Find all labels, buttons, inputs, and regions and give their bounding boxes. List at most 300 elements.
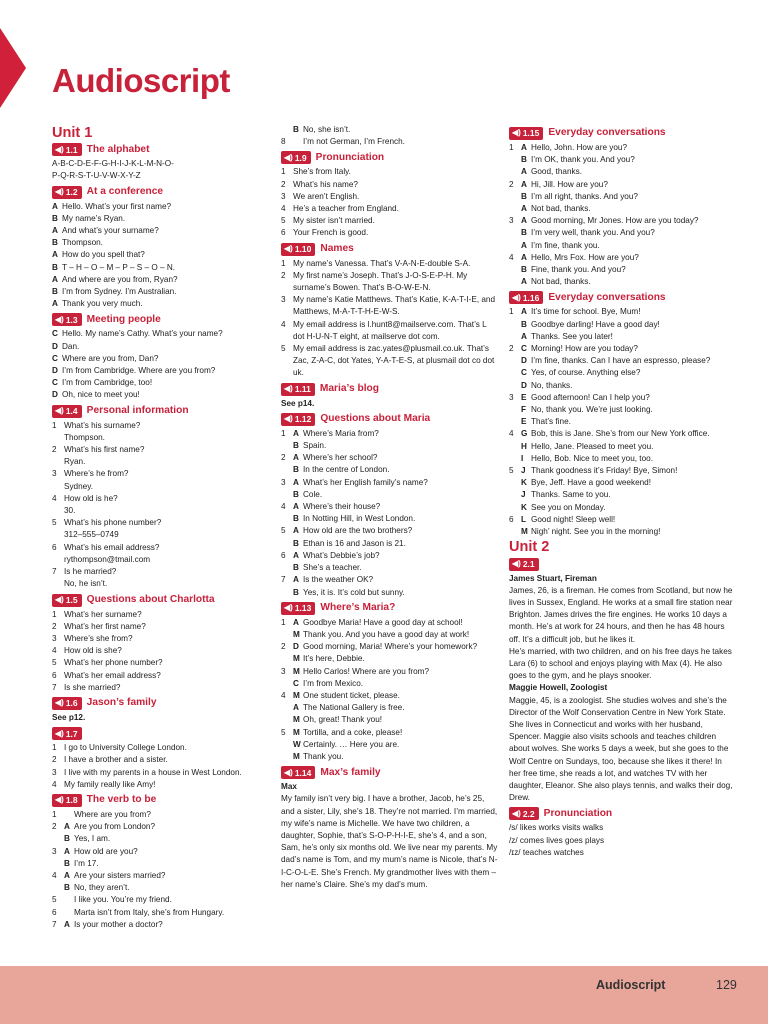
line-number: [509, 240, 521, 252]
script-line: [281, 258, 499, 270]
speaker-letter: A: [293, 550, 299, 560]
line-text: And where are you from, Ryan?: [62, 274, 178, 284]
line-number: 1: [281, 258, 286, 268]
speaker-icon: ◀): [284, 603, 293, 613]
speaker-letter: A: [521, 167, 527, 177]
script-line: [281, 702, 499, 714]
script-line: [52, 274, 272, 286]
script-line: [281, 191, 499, 203]
audio-track-badge[interactable]: ◀) 1.11: [281, 383, 315, 396]
speaker-icon: ◀): [55, 594, 64, 604]
line-number: [281, 751, 293, 763]
footer-band: [0, 966, 768, 1024]
line-number: 3: [509, 392, 514, 402]
text-line: P-Q-R-S-T-U-V-W-X-Y-Z: [52, 171, 141, 181]
track-title: Meeting people: [86, 313, 161, 325]
line-number: [52, 578, 64, 590]
speaker-letter: A: [521, 216, 527, 226]
script-line: [52, 919, 272, 931]
line-text: Certainly. … Here you are.: [303, 739, 400, 749]
line-text: Are you from London?: [74, 822, 156, 832]
track-heading: [281, 766, 499, 779]
line-number: 2: [52, 822, 57, 832]
track-heading: [281, 151, 499, 164]
line-text: Thank goodness it’s Friday! Bye, Simon!: [531, 466, 678, 476]
line-text: I have a brother and a sister.: [64, 755, 168, 765]
unit-title: Unit 2: [509, 539, 550, 556]
line-text: I’m all right, thanks. And you?: [531, 191, 638, 201]
line-text: She’s a teacher.: [303, 563, 362, 573]
script-line: [509, 477, 734, 489]
speaker-letter: [293, 136, 303, 148]
script-line: [509, 319, 734, 331]
track-heading: [509, 127, 734, 140]
speaker-letter: A: [521, 143, 527, 152]
script-line: [509, 404, 734, 416]
script-line: [281, 574, 499, 586]
line-text: I’m from Mexico.: [303, 678, 364, 688]
line-text: I’m from Cambridge. Where are you from?: [62, 366, 216, 376]
line-number: 3: [281, 666, 286, 676]
line-text: I’m fine, thank you.: [531, 240, 600, 250]
script-line: [281, 739, 499, 751]
script-line: [281, 501, 499, 513]
speaker-letter: D: [521, 380, 527, 390]
speaker-letter: A: [293, 526, 299, 536]
speaker-letter: A: [293, 575, 299, 585]
line-number: 1: [281, 428, 286, 438]
column-3: [509, 124, 734, 859]
numbered-dialogue: [281, 428, 499, 599]
script-line: [281, 562, 499, 574]
line-number: 7: [52, 919, 57, 929]
speaker-letter: C: [52, 329, 58, 339]
line-text: Goodbye darling! Have a good day!: [531, 319, 660, 329]
speaker-letter: B: [52, 287, 58, 297]
line-number: [509, 227, 521, 239]
line-number: [509, 191, 521, 203]
script-line: [52, 444, 272, 456]
track-heading: [509, 558, 734, 571]
line-text: What’s his surname?: [64, 420, 141, 430]
track-heading: [52, 794, 272, 807]
speaker-letter: A: [52, 226, 58, 236]
audio-track-badge[interactable]: ◀) 1.12: [281, 413, 315, 426]
line-text: Hello, Jane. Pleased to meet you.: [531, 441, 654, 451]
line-number: 2: [281, 642, 286, 652]
script-line: [52, 821, 272, 833]
script-line: [52, 809, 272, 821]
line-text: Dan.: [62, 341, 80, 351]
line-number: [509, 203, 521, 215]
line-text: rythompson@tmail.com: [64, 554, 151, 564]
script-line: [52, 779, 272, 791]
speaker-icon: ◀): [512, 558, 521, 568]
page-number: 129: [716, 978, 737, 992]
script-line: [509, 252, 734, 264]
script-line: [52, 894, 272, 906]
line-number: 6: [52, 670, 57, 680]
audio-track-badge[interactable]: ◀) 1.1: [52, 143, 82, 156]
script-line: [509, 240, 734, 252]
line-text: What’s her first name?: [64, 621, 146, 631]
speaker-icon: ◀): [55, 728, 64, 738]
line-number: 7: [52, 682, 57, 692]
script-line: [509, 526, 734, 538]
line-text: Marta isn’t from Italy, she’s from Hungary.: [74, 907, 225, 917]
line-number: [281, 653, 293, 665]
script-line: [281, 343, 499, 380]
line-text: Oh, nice to meet you!: [62, 390, 140, 400]
line-text: What’s her email address?: [64, 670, 161, 680]
line-text: Hello, Mrs Fox. How are you?: [531, 252, 639, 262]
script-line: [509, 416, 734, 428]
speaker-letter: B: [64, 834, 70, 844]
script-line: [52, 298, 272, 310]
speaker-letter: J: [521, 466, 526, 476]
speaker-letter: B: [293, 465, 299, 475]
line-number: 2: [281, 453, 286, 463]
column-1: [52, 124, 272, 931]
script-line: [52, 328, 272, 340]
speaker-letter: B: [52, 213, 58, 223]
line-number: [281, 678, 293, 690]
line-text: Are your sisters married?: [74, 870, 166, 880]
text-line: /ɪz/ teaches watches: [509, 847, 584, 857]
line-text: Thompson.: [64, 432, 105, 442]
line-text: Nigh’ night. See you in the morning!: [531, 527, 661, 537]
line-number: [52, 554, 64, 566]
speaker-icon: ◀): [284, 152, 293, 162]
speaker-letter: B: [64, 858, 70, 868]
line-number: 7: [281, 575, 286, 585]
speaker-icon: ◀): [284, 414, 293, 424]
numbered-dialogue: [281, 124, 499, 148]
line-number: [281, 562, 293, 574]
speaker-letter: D: [293, 642, 299, 652]
line-text: I live with my parents in a house in West London.: [64, 767, 242, 777]
audio-track-badge[interactable]: ◀) 1.9: [281, 151, 311, 164]
line-text: Sydney.: [64, 481, 93, 491]
speaker-letter: B: [293, 489, 299, 499]
script-line: [52, 767, 272, 779]
script-line: [509, 514, 734, 526]
script-line: [509, 154, 734, 166]
line-text: Yes, it is. It’s cold but sunny.: [303, 587, 405, 597]
line-number: [281, 629, 293, 641]
speaker-letter: A: [521, 307, 527, 317]
script-line: [281, 428, 499, 440]
line-text: He’s a teacher from England.: [293, 204, 399, 214]
speaker-letter: A: [521, 204, 527, 214]
audio-track-badge[interactable]: ◀) 1.16: [509, 291, 543, 304]
audio-track-badge[interactable]: ◀) 1.4: [52, 405, 82, 418]
line-number: 4: [281, 502, 286, 512]
speaker-letter: D: [52, 390, 58, 400]
script-line: [52, 846, 272, 858]
script-line: [281, 617, 499, 629]
line-number: [52, 505, 64, 517]
line-number: 1: [52, 809, 57, 819]
line-number: 3: [52, 469, 57, 479]
text-line: /s/ likes works visits walks: [509, 823, 604, 833]
speaker-letter: A: [293, 502, 299, 512]
line-text: Spain.: [303, 441, 327, 451]
script-line: [509, 331, 734, 343]
line-number: [52, 882, 64, 894]
line-text: Ryan.: [64, 457, 86, 467]
audio-track-badge[interactable]: ◀) 2.1: [509, 558, 539, 571]
script-line: [281, 203, 499, 215]
audio-track-badge[interactable]: ◀) 1.14: [281, 766, 315, 779]
speaker-letter: M: [293, 629, 300, 639]
speaker-icon: ◀): [55, 698, 64, 708]
audio-track-badge[interactable]: ◀) 1.5: [52, 594, 82, 607]
line-text: Where’s he from?: [64, 469, 129, 479]
line-number: [509, 276, 521, 288]
line-text: That’s fine.: [531, 417, 571, 427]
line-number: 4: [281, 204, 286, 214]
script-line: [52, 249, 272, 261]
line-number: [281, 464, 293, 476]
line-number: [509, 477, 521, 489]
line-text: Thank you very much.: [62, 299, 143, 309]
script-line: [52, 742, 272, 754]
line-text: Not bad, thanks.: [531, 277, 591, 287]
line-text: One student ticket, please.: [303, 690, 400, 700]
line-text: Hello, Bob. Nice to meet you, too.: [531, 453, 653, 463]
script-line: [281, 319, 499, 343]
line-number: [509, 319, 521, 331]
line-text: Hello. My name’s Cathy. What’s your name?: [62, 329, 223, 339]
speaker-letter: A: [64, 870, 70, 880]
line-text: It’s here, Debbie.: [303, 654, 365, 664]
audio-track-badge[interactable]: ◀) 1.2: [52, 186, 82, 199]
speaker-letter: A: [521, 240, 527, 250]
script-line: [52, 578, 272, 590]
line-number: [509, 404, 521, 416]
speaker-name: Max: [281, 782, 297, 792]
script-line: [281, 587, 499, 599]
line-number: 2: [52, 445, 57, 455]
speaker-icon: ◀): [55, 187, 64, 197]
line-number: 4: [509, 252, 514, 262]
speaker-letter: J: [521, 490, 526, 500]
speaker-letter: D: [52, 341, 58, 351]
line-text: Where are you from, Dan?: [62, 353, 159, 363]
script-line: [509, 264, 734, 276]
line-text: Where’s she from?: [64, 633, 133, 643]
numbered-dialogue: [52, 809, 272, 931]
line-text: Thanks. Same to you.: [531, 490, 611, 500]
speaker-letter: A: [521, 252, 527, 262]
script-line: [281, 525, 499, 537]
line-text: Thank you.: [303, 751, 344, 761]
numbered-list: [52, 609, 272, 694]
track-title: Where’s Maria?: [320, 602, 396, 614]
line-number: 6: [509, 514, 514, 524]
track-title: Jason’s family: [86, 697, 157, 709]
line-number: [281, 124, 293, 136]
line-text: Fine, thank you. And you?: [531, 265, 626, 275]
line-number: 2: [509, 344, 514, 354]
track-heading: [281, 413, 499, 426]
script-line: [52, 456, 272, 468]
line-text: Yes, of course. Anything else?: [531, 368, 641, 378]
line-number: [52, 858, 64, 870]
track-title: Pronunciation: [315, 151, 385, 163]
track-heading: [281, 602, 499, 615]
speaker-letter: [64, 809, 74, 821]
line-number: [281, 702, 293, 714]
speaker-letter: B: [293, 587, 299, 597]
line-text: She’s from Italy.: [293, 167, 351, 177]
line-number: [281, 587, 293, 599]
line-text: What’s her English family’s name?: [303, 477, 428, 487]
script-line: [52, 870, 272, 882]
line-number: 3: [509, 216, 514, 226]
line-text: Yes, I am.: [74, 834, 111, 844]
script-line: [52, 682, 272, 694]
script-line: [281, 124, 499, 136]
track-heading: [52, 313, 272, 326]
numbered-list: [281, 258, 499, 380]
script-line: [52, 493, 272, 505]
line-number: 2: [281, 270, 286, 280]
line-text: Is she married?: [64, 682, 121, 692]
line-text: Hello, John. How are you?: [531, 143, 628, 152]
speaker-letter: M: [293, 727, 300, 737]
speaker-letter: A: [293, 703, 299, 713]
line-text: What’s her surname?: [64, 609, 142, 619]
line-number: 4: [281, 319, 286, 329]
script-line: [509, 227, 734, 239]
line-text: I’m OK, thank you. And you?: [531, 155, 635, 165]
audio-track-badge[interactable]: ◀) 1.6: [52, 697, 82, 710]
script-line: [281, 227, 499, 239]
script-line: [281, 538, 499, 550]
line-number: [509, 526, 521, 538]
paragraph: James, 26, is a fireman. He comes from Scotland, but now he lives in Sussex, England. He works at a small fire station near Brighton. James drives the fire engines. He works 10 days a month. He’s at work for 24 hours, and then he has 48 hours off. It’s a difficult job, but he likes it.: [509, 585, 733, 644]
audio-track-badge[interactable]: ◀) 1.7: [52, 727, 82, 740]
line-number: 1: [509, 307, 514, 317]
script-line: [52, 237, 272, 249]
line-number: [509, 166, 521, 178]
dialogue: [52, 328, 272, 401]
numbered-list: [281, 166, 499, 239]
script-line: [281, 641, 499, 653]
audio-track-badge[interactable]: ◀) 1.13: [281, 602, 315, 615]
line-number: 5: [52, 895, 57, 905]
line-text: Tortilla, and a coke, please!: [303, 727, 403, 737]
line-text: In Notting Hill, in West London.: [303, 514, 416, 524]
speaker-letter: I: [521, 453, 524, 463]
audio-track-badge[interactable]: ◀) 1.3: [52, 313, 82, 326]
script-line: [281, 440, 499, 452]
speaker-icon: ◀): [55, 314, 64, 324]
line-text: It’s time for school. Bye, Mum!: [531, 307, 641, 317]
speaker-letter: G: [521, 429, 528, 439]
line-text: Goodbye Maria! Have a good day at school!: [303, 617, 463, 627]
speaker-letter: A: [64, 919, 70, 929]
track-title: Everyday conversations: [548, 127, 666, 139]
track-title: At a conference: [86, 186, 164, 197]
line-text: Thanks. See you later!: [531, 331, 613, 341]
line-text: Where’s Maria from?: [303, 428, 379, 438]
line-text: What’s his first name?: [64, 445, 145, 455]
line-number: 1: [52, 743, 57, 753]
script-line: [52, 389, 272, 401]
audio-track-badge[interactable]: ◀) 2.2: [509, 807, 539, 820]
script-line: [509, 276, 734, 288]
speaker-letter: B: [521, 265, 527, 275]
line-text: Where’s their house?: [303, 502, 381, 512]
speaker-letter: A: [64, 822, 70, 832]
numbered-list: [52, 420, 272, 591]
script-line: [52, 833, 272, 845]
numbered-dialogue: [281, 617, 499, 763]
track-title: Pronunciation: [543, 807, 613, 819]
line-number: [509, 441, 521, 453]
line-text: What’s Debbie’s job?: [303, 550, 380, 560]
line-text: How old are the two brothers?: [303, 526, 413, 536]
speaker-letter: K: [521, 478, 527, 488]
line-number: 1: [281, 617, 286, 627]
profile-heading: James Stuart, Fireman: [509, 573, 597, 583]
speaker-icon: ◀): [284, 244, 293, 254]
line-number: [509, 355, 521, 367]
script-line: [281, 215, 499, 227]
speaker-letter: A: [52, 250, 58, 260]
script-line: [509, 502, 734, 514]
speaker-letter: H: [521, 441, 527, 451]
line-text: Oh, great! Thank you!: [303, 715, 383, 725]
speaker-icon: ◀): [55, 144, 64, 154]
line-number: [52, 432, 64, 444]
script-line: [52, 645, 272, 657]
line-number: 4: [52, 646, 57, 656]
audio-track-badge[interactable]: ◀) 1.15: [509, 127, 543, 140]
line-text: I’m from Sydney. I’m Australian.: [62, 287, 177, 297]
script-line: [52, 621, 272, 633]
line-number: [52, 456, 64, 468]
line-text: No, she isn’t.: [303, 125, 351, 134]
script-line: [281, 550, 499, 562]
script-line: [509, 441, 734, 453]
line-number: 8: [281, 137, 286, 147]
script-line: [509, 355, 734, 367]
track-heading: [281, 243, 499, 256]
audio-track-badge[interactable]: ◀) 1.8: [52, 794, 82, 807]
script-line: [52, 566, 272, 578]
speaker-letter: B: [52, 262, 58, 272]
track-heading: [52, 594, 272, 607]
line-text: What’s his name?: [293, 179, 358, 189]
audio-track-badge[interactable]: ◀) 1.10: [281, 243, 315, 256]
script-line: [509, 489, 734, 501]
see-reference: See p14.: [281, 398, 315, 408]
line-text: Is your mother a doctor?: [74, 919, 163, 929]
line-text: Where are you from?: [74, 809, 151, 819]
script-line: [509, 191, 734, 203]
line-text: The National Gallery is free.: [303, 703, 405, 713]
line-number: [509, 502, 521, 514]
line-text: I like you. You’re my friend.: [74, 895, 172, 905]
script-line: [52, 554, 272, 566]
line-text: What’s his email address?: [64, 542, 160, 552]
line-number: [509, 264, 521, 276]
line-number: 5: [281, 344, 286, 354]
